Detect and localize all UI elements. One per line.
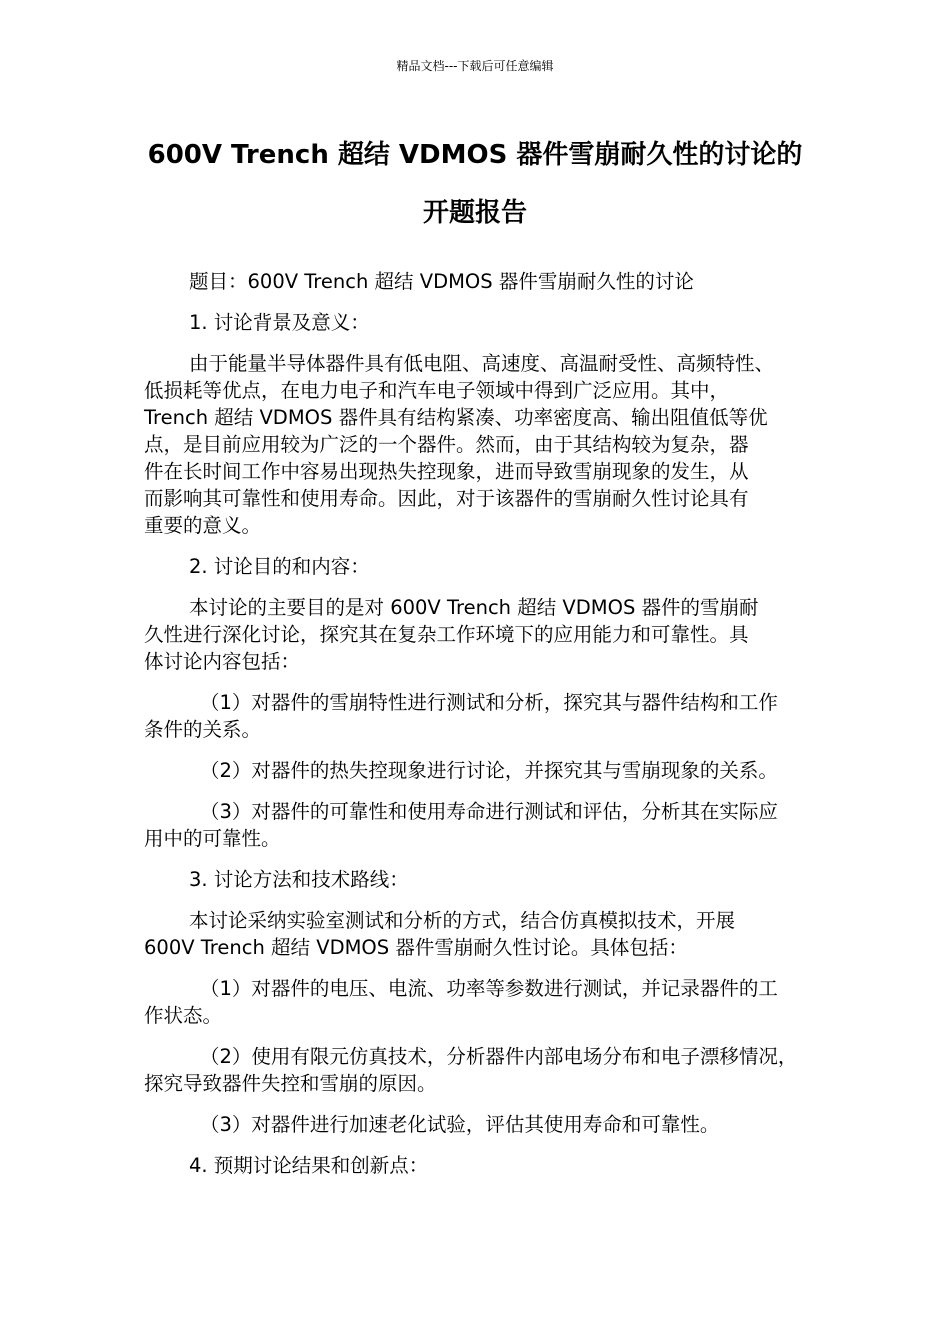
- paragraph-line: 作状态。: [144, 1004, 223, 1027]
- methods-item-2: [144, 1043, 814, 1097]
- paragraph-line: 3. 讨论方法和技术路线：: [189, 868, 409, 891]
- paragraph-line: 本讨论的主要目的是对 600V Trench 超结 VDMOS 器件的雪崩耐: [189, 596, 759, 619]
- paragraph-line: 低损耗等优点，在电力电子和汽车电子领域中得到广泛应用。其中，: [144, 379, 730, 402]
- paragraph-line: 4. 预期讨论结果和创新点：: [189, 1154, 429, 1177]
- methods-item-1: [144, 975, 814, 1029]
- paragraph-line: Trench 超结 VDMOS 器件具有结构紧凑、功率密度高、输出阻值低等优: [144, 406, 768, 429]
- paragraph-line: 本讨论采纳实验室测试和分析的方式，结合仿真模拟技术，开展: [189, 909, 736, 932]
- purpose-item-1: [144, 689, 814, 743]
- paragraph-line: 体讨论内容包括：: [144, 650, 301, 673]
- paragraph-line: 题目：600V Trench 超结 VDMOS 器件雪崩耐久性的讨论: [189, 270, 694, 293]
- background-paragraph: [144, 350, 814, 539]
- section-heading-purpose: [144, 553, 814, 580]
- paragraph-line: （1）对器件的雪崩特性进行测试和分析，探究其与器件结构和工作: [200, 691, 778, 714]
- header-note: 精品文档---下载后可任意编辑: [396, 59, 554, 73]
- document-title-line-1: 600V Trench 超结 VDMOS 器件雪崩耐久性的讨论的: [147, 140, 803, 170]
- paragraph-line: 1. 讨论背景及意义：: [189, 311, 370, 334]
- paragraph-line: 而影响其可靠性和使用寿命。因此，对于该器件的雪崩耐久性讨论具有: [144, 487, 749, 510]
- paragraph-line: （2）对器件的热失控现象进行讨论，并探究其与雪崩现象的关系。: [200, 759, 778, 782]
- paragraph-line: 用中的可靠性。: [144, 827, 281, 850]
- paragraph-line: （1）对器件的电压、电流、功率等参数进行测试，并记录器件的工: [200, 977, 778, 1000]
- paragraph-line: 2. 讨论目的和内容：: [189, 555, 370, 578]
- purpose-item-2: [144, 757, 814, 784]
- methods-paragraph: [144, 907, 814, 961]
- document-body: [144, 268, 814, 1193]
- paragraph-line: 点，是目前应用较为广泛的一个器件。然而，由于其结构较为复杂，器: [144, 433, 749, 456]
- paragraph-line: 重要的意义。: [144, 514, 262, 537]
- document-title-line-2: 开题报告: [422, 198, 527, 228]
- purpose-item-3: [144, 798, 814, 852]
- section-heading-methods: [144, 866, 814, 893]
- paragraph-line: （3）对器件的可靠性和使用寿命进行测试和评估，分析其在实际应: [200, 800, 778, 823]
- paragraph-line: （3）对器件进行加速老化试验，评估其使用寿命和可靠性。: [200, 1113, 720, 1136]
- paragraph-line: 条件的关系。: [144, 718, 262, 741]
- methods-item-3: [144, 1111, 814, 1138]
- paragraph-line: 600V Trench 超结 VDMOS 器件雪崩耐久性讨论。具体包括：: [144, 936, 688, 959]
- topic-paragraph: [144, 268, 814, 295]
- paragraph-line: 由于能量半导体器件具有低电阻、高速度、高温耐受性、高频特性、: [189, 352, 775, 375]
- paragraph-line: 探究导致器件失控和雪崩的原因。: [144, 1072, 437, 1095]
- section-heading-expected-results: [144, 1152, 814, 1179]
- purpose-paragraph: [144, 594, 814, 675]
- paragraph-line: （2）使用有限元仿真技术，分析器件内部电场分布和电子漂移情况，: [200, 1045, 798, 1068]
- paragraph-line: 久性进行深化讨论，探究其在复杂工作环境下的应用能力和可靠性。具: [144, 623, 749, 646]
- paragraph-line: 件在长时间工作中容易出现热失控现象，进而导致雪崩现象的发生，从: [144, 460, 749, 483]
- section-heading-background: [144, 309, 814, 336]
